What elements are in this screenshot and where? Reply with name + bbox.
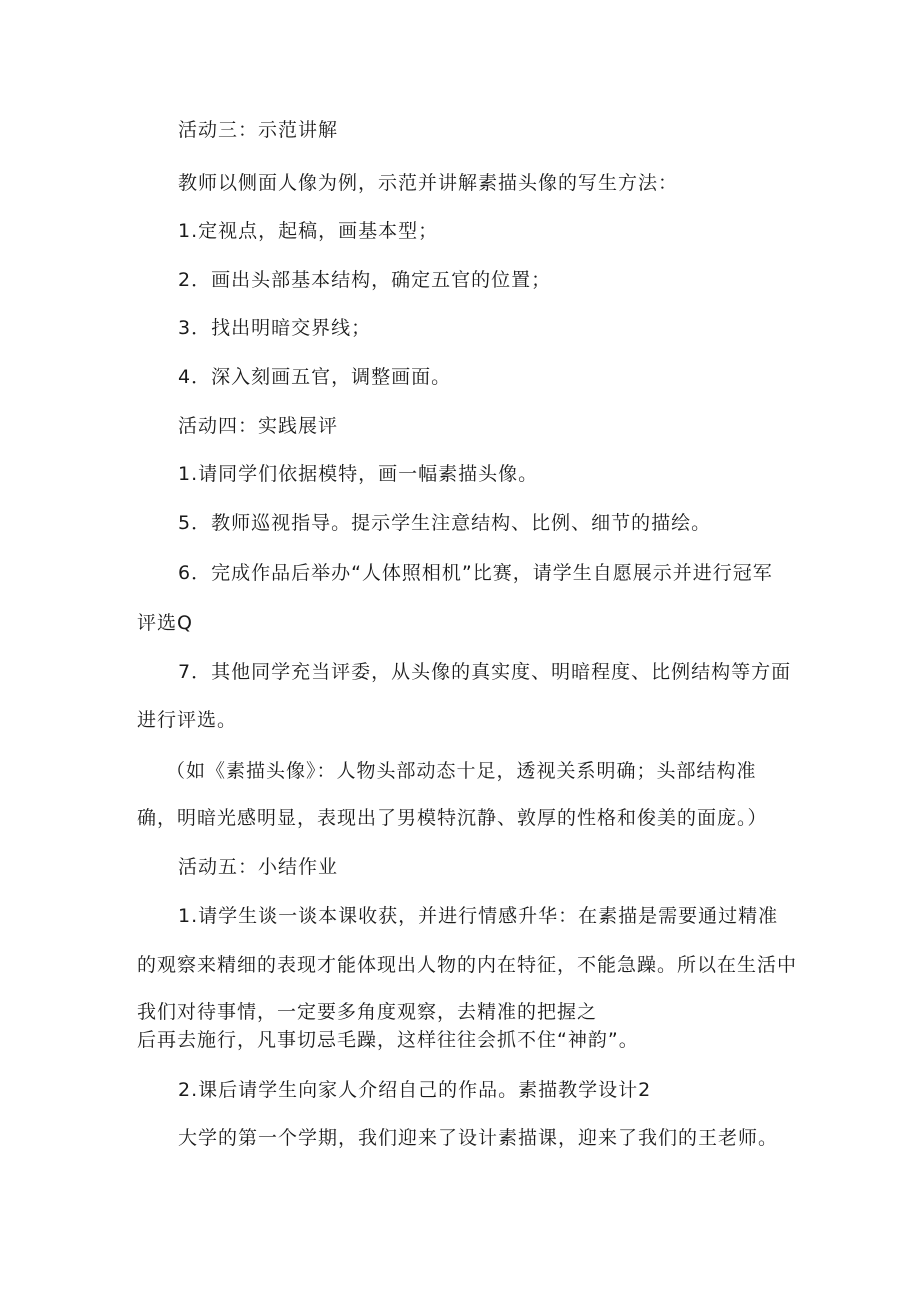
list-item: 4．深入刻画五官，调整画面。 (178, 366, 452, 388)
list-item: 3．找出明暗交界线； (178, 317, 372, 339)
list-item: 1.请同学们依据模特，画一幅素描头像。 (178, 463, 539, 485)
heading-activity-three: 活动三：示范讲解 (178, 119, 339, 141)
paragraph-text: 教师以侧面人像为例，示范并讲解素描头像的写生方法： (178, 172, 679, 194)
paragraph-continuation: 后再去施行，凡事切忌毛躁，这样往往会抓不住“神韵”。 (137, 1029, 639, 1051)
paragraph-continuation: 我们对待事情，一定要多角度观察，去精准的把握之 (137, 1001, 598, 1023)
list-item: 2.课后请学生向家人介绍自己的作品。素描教学设计2 (178, 1079, 652, 1101)
list-item: 1.定视点，起稿，画基本型； (178, 220, 439, 242)
list-item: 2．画出头部基本结构，确定五官的位置； (178, 269, 552, 291)
paragraph-text: 大学的第一个学期，我们迎来了设计素描课，迎来了我们的王老师。 (178, 1127, 779, 1149)
list-item: 5．教师巡视指导。提示学生注意结构、比例、细节的描绘。 (178, 512, 712, 534)
list-item: 6．完成作品后举办“人体照相机”比赛，请学生自愿展示并进行冠军 (178, 562, 773, 584)
paragraph-continuation: 的观察来精细的表现才能体现出人物的内在特征，不能急躁。所以在生活中 (137, 954, 798, 976)
list-item: 1.请学生谈一谈本课收获，并进行情感升华：在素描是需要通过精准 (178, 905, 779, 927)
example-note: （如《素描头像》：人物头部动态十足，透视关系明确；头部结构准 (166, 760, 757, 782)
heading-activity-five: 活动五：小结作业 (178, 856, 339, 878)
list-item: 7．其他同学充当评委，从头像的真实度、明暗程度、比例结构等方面 (178, 661, 792, 683)
heading-activity-four: 活动四：实践展评 (178, 415, 339, 437)
paragraph-continuation: 确，明暗光感明显，表现出了男模特沉静、敦厚的性格和俊美的面庞。） (137, 807, 768, 829)
paragraph-continuation: 进行评选。 (137, 709, 238, 731)
paragraph-continuation: 评选Q (137, 612, 193, 634)
